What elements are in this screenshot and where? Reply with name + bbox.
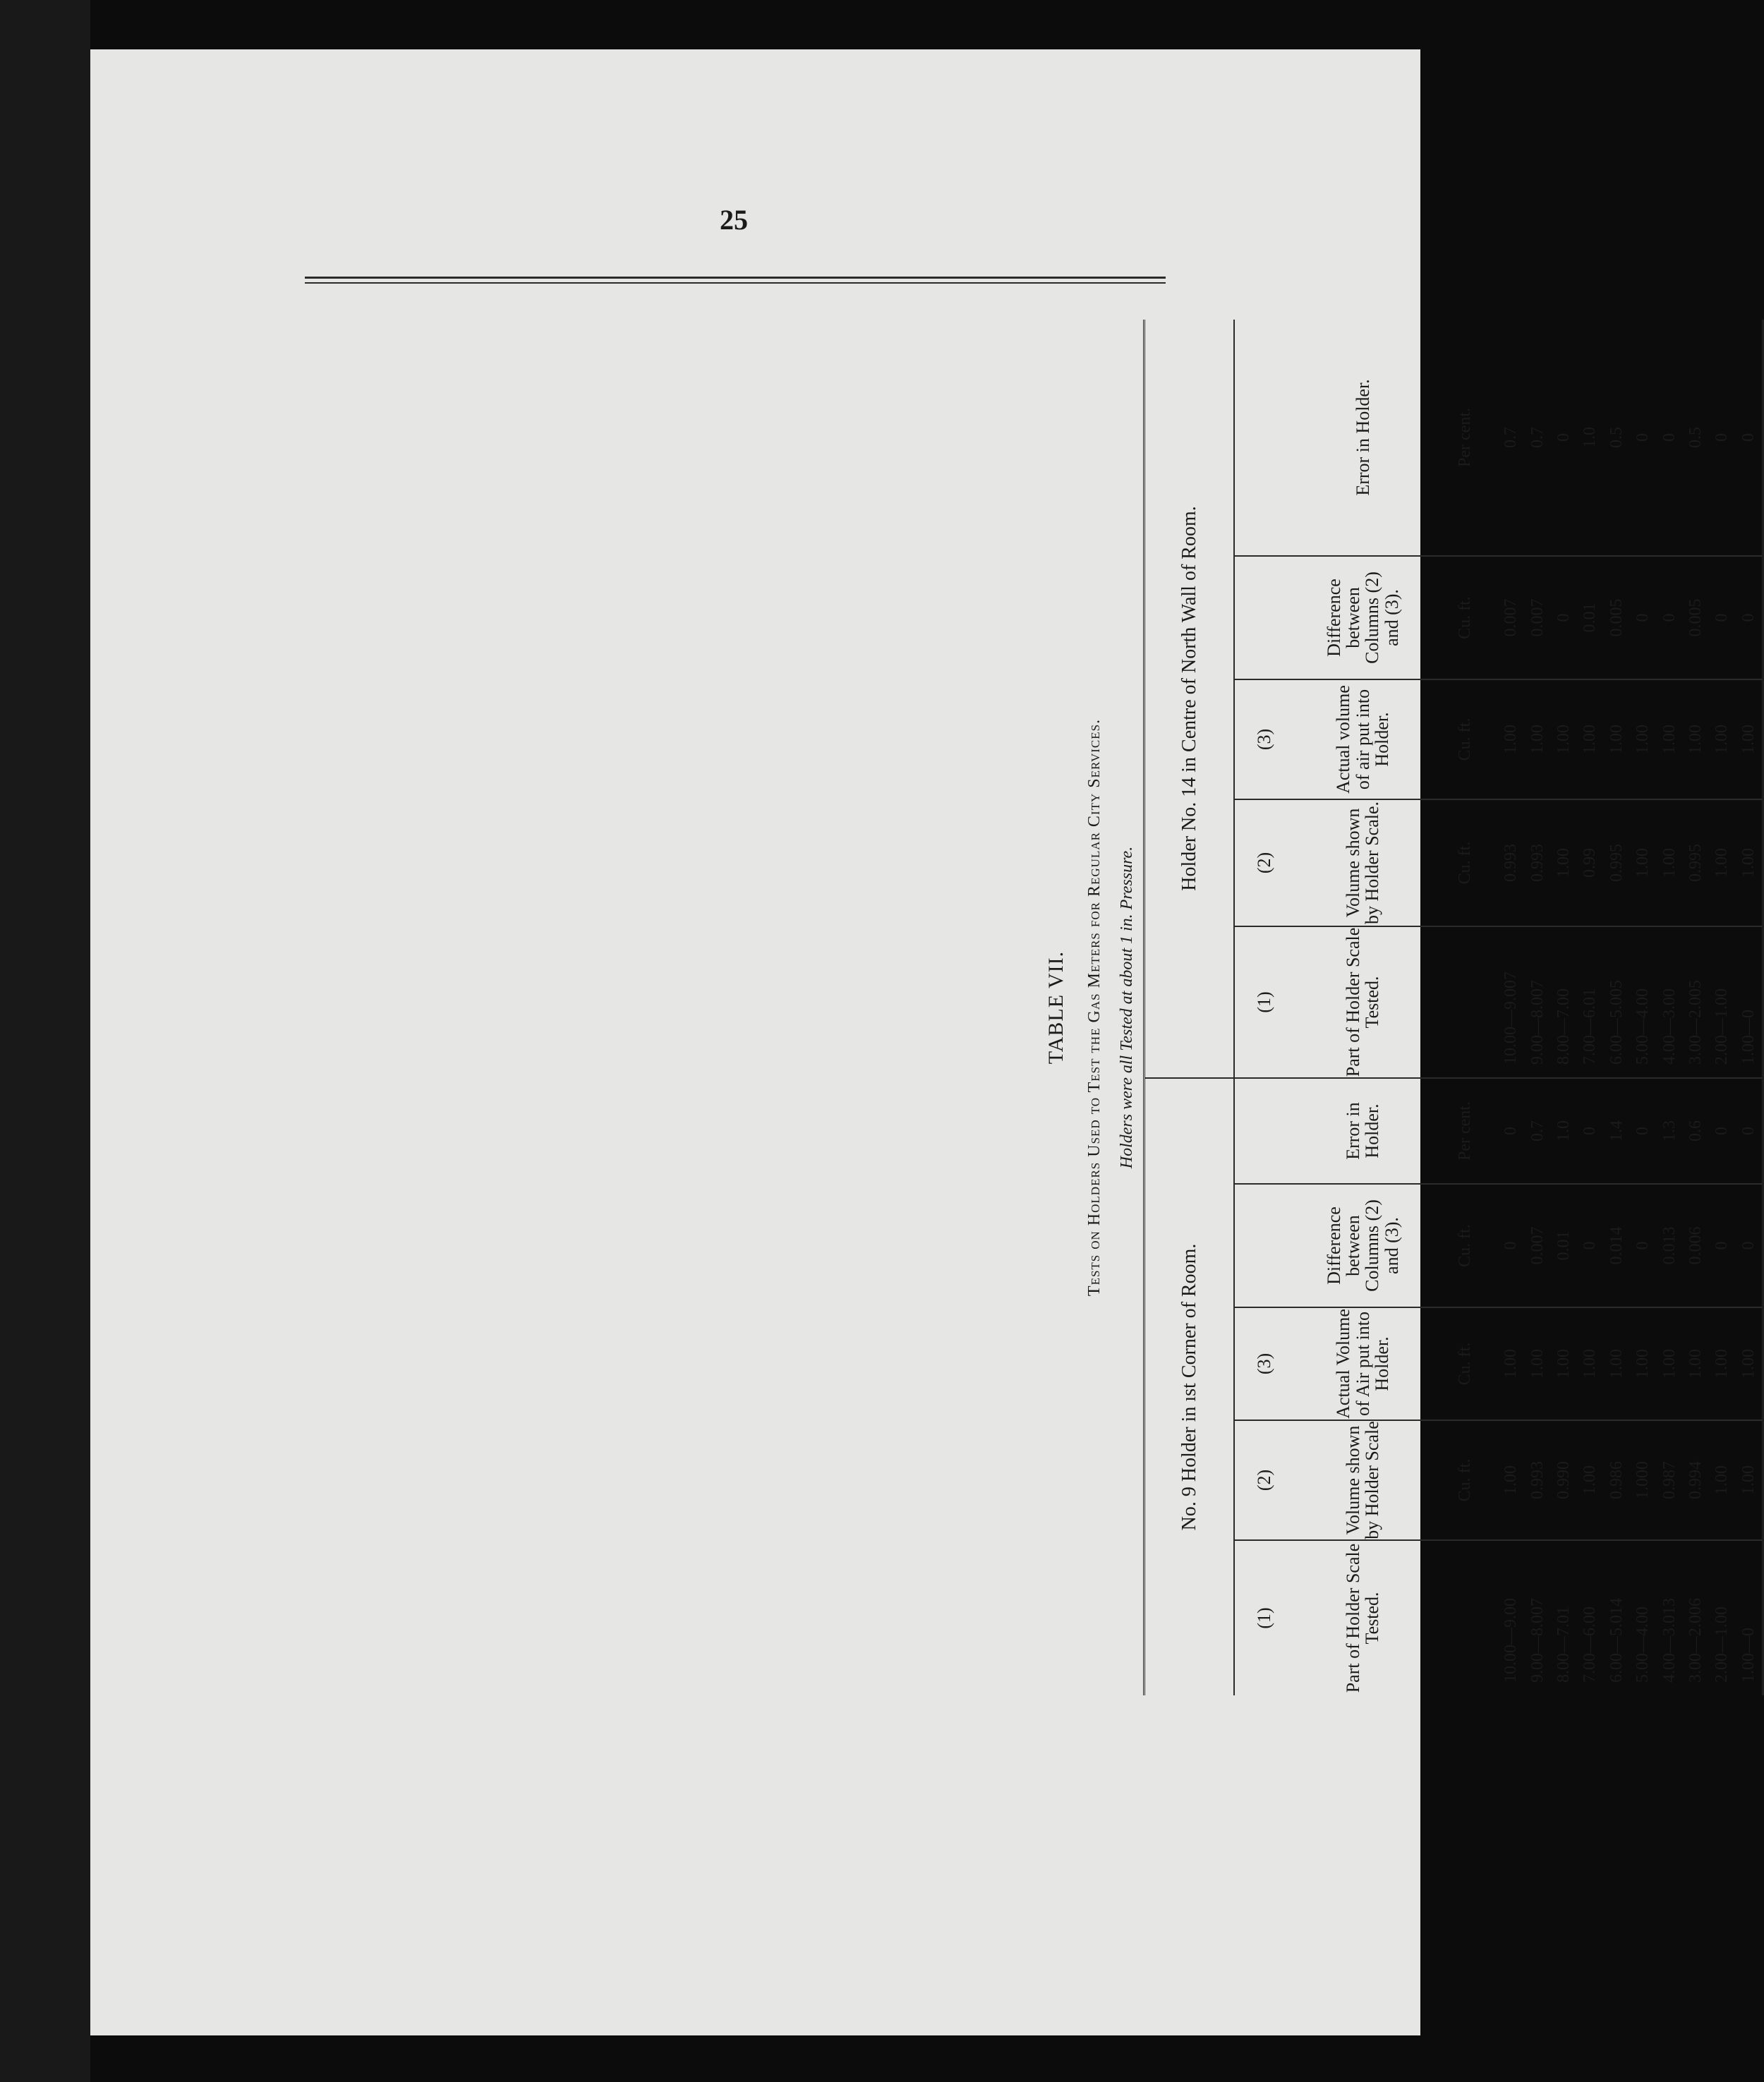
column-header: Difference between Columns (2) and (3). [1293,556,1432,679]
table-cell: 1.00 [1656,679,1682,799]
table-cell: 0.993 [1525,799,1551,926]
col-number: (3) [1234,679,1293,799]
table-cell: 1.00 [1709,1420,1735,1540]
table-cell: 1.00 [1577,1420,1603,1540]
table-cell: 10.00—9.00 [1502,1598,1521,1683]
table-cell: 1.00 [1604,679,1630,799]
table-cell: 0 [1709,1184,1735,1307]
unit-label [1432,1540,1498,1695]
table-cell: 0 [1709,1078,1735,1184]
unit-label [1432,926,1498,1078]
table-cell: 0 [1736,320,1763,556]
table-cell: 1.000 [1630,1420,1656,1540]
table-cell: 1.00 [1630,1307,1656,1420]
table-cell: 6.00—5.005 [1604,926,1630,1078]
table-cell: 0.5 [1604,320,1630,556]
table-cell: 0.5 [1683,320,1709,556]
scan-border-left [0,0,90,2082]
table-cell: 1.0 [1551,1078,1577,1184]
table-cell: 0 [1630,1184,1656,1307]
table-cell: 0.99 [1577,799,1603,926]
table-cell: 5.00—4.00 [1630,926,1656,1078]
col-number: (1) [1234,1540,1293,1695]
table-cell: 0.7 [1498,320,1524,556]
table-cell: 1.00 [1630,799,1656,926]
table-cell: 1.00 [1551,799,1577,926]
page-number: 25 [720,204,748,236]
table-cell: 9.00—8.007 [1525,926,1551,1078]
table-subtitle: Tests on Holders Used to Test the Gas Meters for Regular City Services. [1085,718,1104,1297]
table-cell: 1.00 [1498,1420,1524,1540]
col-number: (1) [1234,926,1293,1078]
table-cell: 0 [1736,1184,1763,1307]
table-cell: 0.007 [1498,556,1524,679]
unit-label: Cu. ft. [1432,1307,1498,1420]
table-row [1525,320,1551,1695]
unit-label: Cu. ft. [1432,1184,1498,1307]
table-cell: 0 [1577,1184,1603,1307]
table-cell: 6.00—5.014 [1607,1598,1626,1683]
table-row [1736,320,1763,1695]
table-cell: 2.00—1.00 [1712,1606,1732,1683]
table-cell: 1.00 [1498,1307,1524,1420]
column-header: Part of Holder Scale Tested. [1342,1543,1383,1693]
group-title-holder-14: Holder No. 14 in Centre of North Wall of Room. [1144,320,1234,1078]
table-cell: 0 [1736,556,1763,679]
table-cell: 1.00 [1709,1307,1735,1420]
table-cell: 1.00 [1525,1307,1551,1420]
table-cell: 1.00 [1683,1307,1709,1420]
table-cell: 3.00—2.006 [1686,1598,1705,1683]
table-cell: 5.00—4.00 [1633,1606,1653,1683]
table-cell: 0.01 [1577,556,1603,679]
table-cell: 9.00—8.007 [1528,1598,1547,1683]
table-row [1577,320,1603,1695]
table-cell: 1.00 [1736,679,1763,799]
table-row [1683,320,1709,1695]
table-cell: 0 [1630,556,1656,679]
col-number [1234,1184,1293,1307]
table-cell: 7.00—6.00 [1581,1606,1600,1683]
table-cell: 0.994 [1683,1420,1709,1540]
table-title: TABLE VII. [1044,950,1068,1065]
table-cell: 1.00 [1656,799,1682,926]
table-cell: 1.00 [1709,679,1735,799]
col-number [1234,556,1293,679]
table-cell: 0.986 [1604,1420,1630,1540]
column-header: Error in Holder. [1293,1078,1432,1184]
table-cell: 0.014 [1604,1184,1630,1307]
group-title-holder-9: No. 9 Holder in ıst Corner of Room. [1144,1078,1234,1695]
column-header: Volume shown by Holder Scale [1293,1420,1432,1540]
table-cell: 1.00 [1604,1307,1630,1420]
table-cell: 0.990 [1551,1420,1577,1540]
table-cell: 1.00 [1577,1307,1603,1420]
table-cell: 8.00—7.01 [1554,1606,1573,1683]
table-cell: 0.006 [1683,1184,1709,1307]
table-cell: 0 [1709,556,1735,679]
table-cell: 0.7 [1525,320,1551,556]
table-cell: 0.987 [1656,1420,1682,1540]
table-cell: 0.993 [1498,799,1524,926]
table-cell: 1.0 [1577,320,1603,556]
column-header: Difference between Columns (2) and (3). [1293,1184,1432,1307]
unit-label: Cu. ft. [1432,679,1498,799]
table-cell: 0 [1736,1078,1763,1184]
table-row [1498,320,1524,1695]
unit-label: Per cent. [1432,320,1498,556]
table-cell: 0 [1551,556,1577,679]
col-number: (3) [1234,1307,1293,1420]
table-cell: 1.3 [1656,1078,1682,1184]
table-cell: 2.00—1.00 [1709,926,1735,1078]
table-cell: 0.007 [1525,1184,1551,1307]
header-rule-bottom [305,282,1166,284]
unit-label: Cu. ft. [1432,556,1498,679]
table-cell: 1.00—0 [1736,1540,1763,1695]
unit-label: Cu. ft. [1432,799,1498,926]
table-cell: 0.993 [1525,1420,1551,1540]
column-header: Actual volume of air put into Holder. [1293,679,1432,799]
table-cell: 0 [1498,1078,1524,1184]
table-cell: 1.00 [1551,1307,1577,1420]
table-row [1551,320,1577,1695]
table-cell: 7.00—6.01 [1577,926,1603,1078]
table-cell: 1.00 [1736,1420,1763,1540]
table-cell: 1.00 [1736,799,1763,926]
table-cell: 1.00 [1709,799,1735,926]
column-header: Error in Holder. [1293,320,1432,556]
holder-tests-table [1143,320,1764,1695]
table-cell: 1.4 [1604,1078,1630,1184]
table-body [1498,320,1763,1695]
table-cell: 8.00—7.00 [1551,926,1577,1078]
col-number [1234,1078,1293,1184]
header-rule-top [305,277,1166,279]
table-cell: 0 [1709,320,1735,556]
table-cell: 10.00—9.007 [1498,926,1524,1078]
column-header: Part of Holder Scale Tested. [1293,926,1432,1078]
table-row [1630,320,1656,1695]
table-cell: 1.00 [1630,679,1656,799]
table-cell: 0 [1656,320,1682,556]
column-header: Volume shown by Holder Scale. [1293,799,1432,926]
table-cell: 0.007 [1525,556,1551,679]
table-cell: 0.005 [1604,556,1630,679]
table-cell: 0.013 [1656,1184,1682,1307]
table-row [1656,320,1682,1695]
table-cell: 3.00—2.005 [1683,926,1709,1078]
col-number: (2) [1234,799,1293,926]
table-cell: 0.01 [1551,1184,1577,1307]
table-row [1604,320,1630,1695]
table-cell: 0.7 [1525,1078,1551,1184]
table-cell: 1.00 [1683,679,1709,799]
table-cell: 0 [1498,1184,1524,1307]
table-cell: 1.00 [1656,1307,1682,1420]
col-number [1234,320,1293,556]
table-cell: 1.00 [1577,679,1603,799]
table-cell: 1.00 [1525,679,1551,799]
unit-label: Per cent. [1432,1078,1498,1184]
table-cell: 4.00—3.00 [1656,926,1682,1078]
table-row [1709,320,1735,1695]
col-number: (2) [1234,1420,1293,1540]
table-cell: 0.995 [1604,799,1630,926]
table-cell: 0 [1630,1078,1656,1184]
table-cell: 1.00 [1498,679,1524,799]
table-cell: 0 [1630,320,1656,556]
table-cell: 4.00—3.013 [1660,1598,1679,1683]
table-cell: 1.00—0 [1736,926,1763,1078]
table-cell: 0 [1577,1078,1603,1184]
table-cell: 1.00 [1736,1307,1763,1420]
pressure-note: Holders were all Tested at about 1 in. Pressure. [1118,846,1136,1169]
unit-label: Cu. ft. [1432,1420,1498,1540]
table-cell: 1.00 [1551,679,1577,799]
table-cell: 0 [1656,556,1682,679]
table-cell: 0.995 [1683,799,1709,926]
table-cell: 0.005 [1683,556,1709,679]
rotated-table-block [1044,320,1764,1695]
column-header: Actual Volume of Air put into Holder. [1293,1307,1432,1420]
table-cell: 0 [1551,320,1577,556]
table-cell: 0.6 [1683,1078,1709,1184]
